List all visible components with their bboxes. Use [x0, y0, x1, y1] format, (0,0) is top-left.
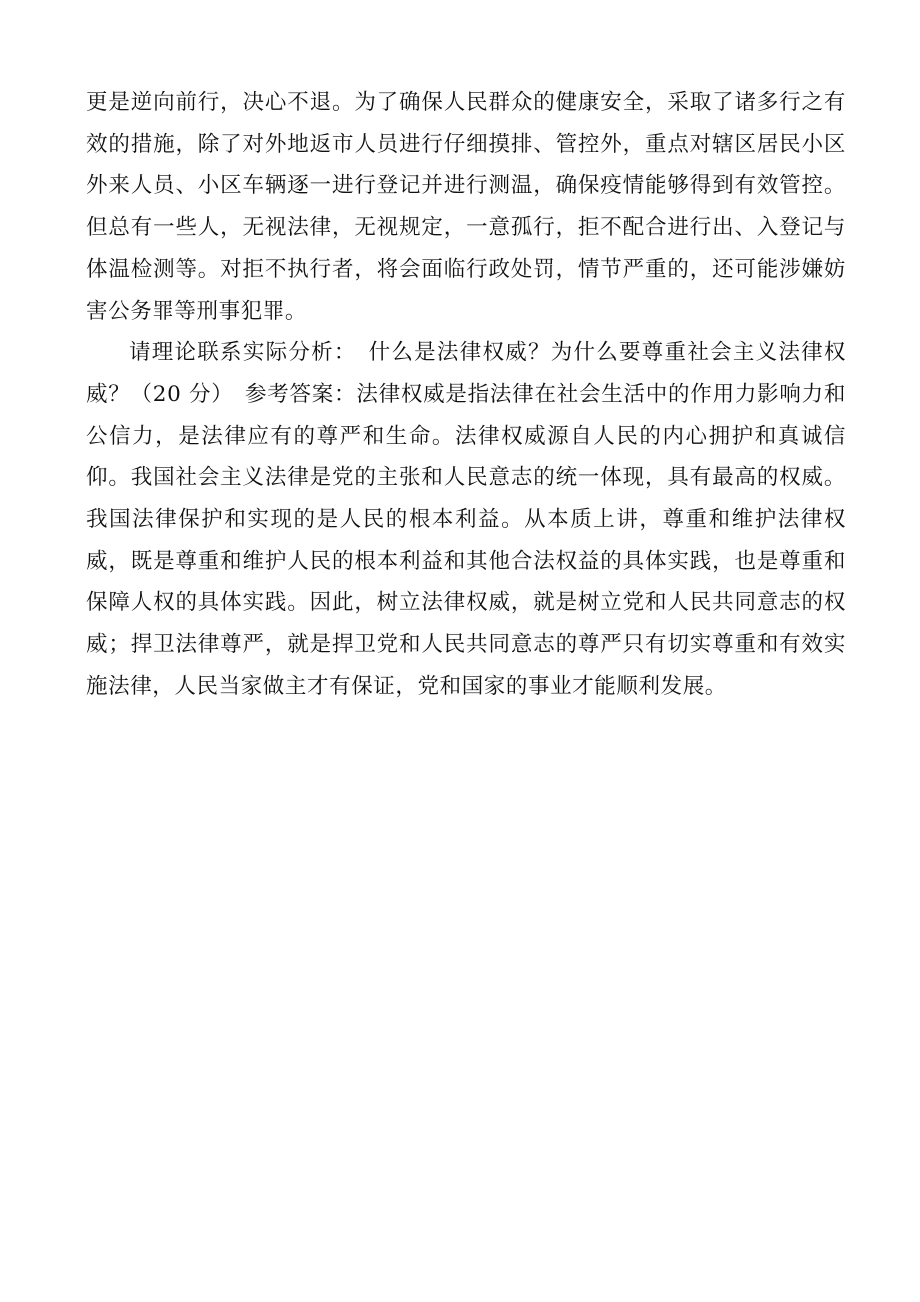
document-page	[86, 82, 846, 708]
body-paragraph-continued: 更是逆向前行，决心不退。为了确保人民群众的健康安全，采取了诸多行之有效的措施，除了对外地返市人员进行仔细摸排、管控外，重点对辖区居民小区外来人员、小区车辆逐一进行登记并进行测温，确保疫情能够得到有效管控。但总有一些人，无视法律，无视规定，一意孤行，拒不配合进行出、入登记与体温检测等。对拒不执行者，将会面临行政处罚，情节严重的，还可能涉嫌妨害公务罪等刑事犯罪。	[86, 90, 846, 324]
body-paragraph-question-answer: 请理论联系实际分析： 什么是法律权威？为什么要尊重社会主义法律权威？（20 分） 参考答案：法律权威是指法律在社会生活中的作用力影响力和公信力，是法律应有的尊严和生命。法律权威源自人民的内心拥护和真诚信仰。我国社会主义法律是党的主张和人民意志的统一体现，具有最高的权威。我国法律保护和实现的是人民的根本利益。从本质上讲，尊重和维护法律权威，既是尊重和维护人民的根本利益和其他合法权益的具体实践，也是尊重和保障人权的具体实践。因此，树立法律权威，就是树立党和人民共同意志的权威；捍卫法律尊严，就是捍卫党和人民共同意志的尊严只有切实尊重和有效实施法律，人民当家做主才有保证，党和国家的事业才能顺利发展。	[86, 340, 846, 699]
